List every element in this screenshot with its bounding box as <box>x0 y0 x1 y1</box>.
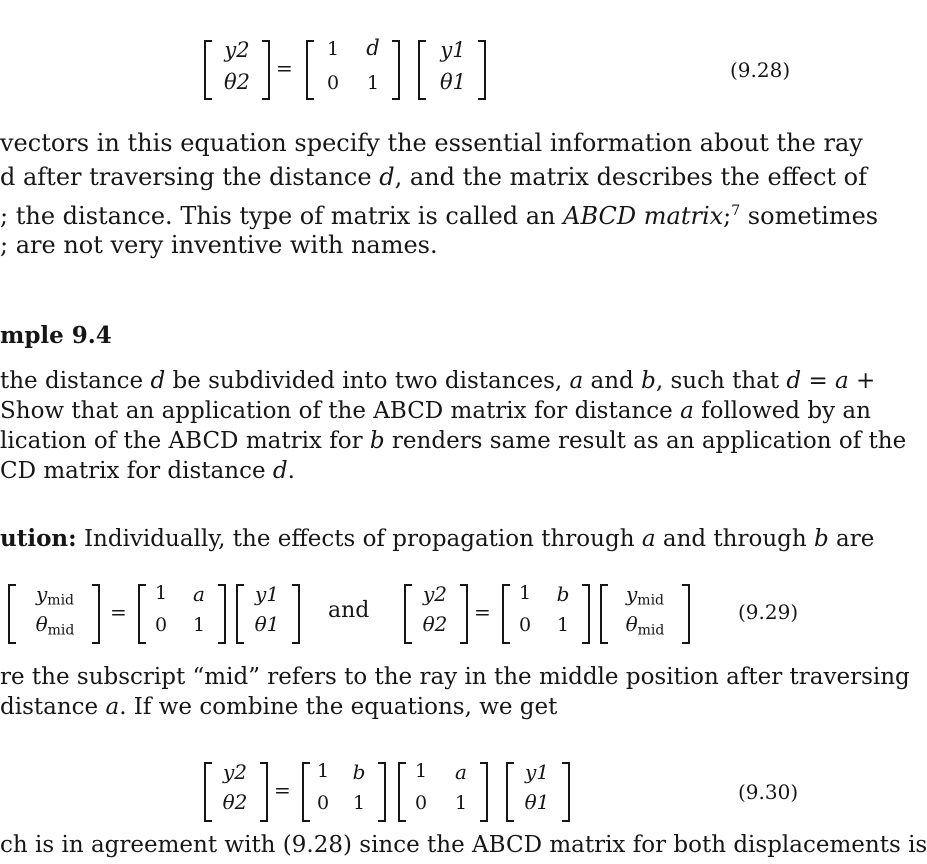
vec-element: θ2 <box>422 612 448 636</box>
equals-sign: = <box>474 600 491 624</box>
bracket-left <box>398 762 406 822</box>
vec-element: $\theta_{mid}$ <box>625 612 665 639</box>
equation-number: (9.29) <box>738 600 799 624</box>
text-line: the distance d be subdivided into two distances, a and b, such that d = a + <box>0 368 876 394</box>
bracket-left <box>506 762 514 822</box>
and-word: and <box>328 598 370 623</box>
bracket-right <box>478 40 486 100</box>
matrix-cell: 0 <box>316 792 330 814</box>
matrix-cell: 1 <box>352 792 366 814</box>
text-line: distance a. If we combine the equations, we get <box>0 694 558 720</box>
bracket-left <box>138 584 146 644</box>
vec-element: $\theta_{mid}$ <box>35 612 75 639</box>
bracket-left <box>236 584 244 644</box>
equals-sign: = <box>274 778 291 802</box>
equation-9-30 <box>0 754 864 828</box>
matrix-cell: b <box>352 760 366 784</box>
vec-element: θ1 <box>524 790 550 814</box>
bracket-right <box>378 762 386 822</box>
matrix-cell: 1 <box>414 760 428 782</box>
vec-element: y1 <box>440 38 466 62</box>
text-line: vectors in this equation specify the essential information about the ray <box>0 129 863 157</box>
bracket-right <box>392 40 400 100</box>
matrix-cell: 1 <box>192 614 206 636</box>
vec-element: θ2 <box>222 790 248 814</box>
example-heading: mple 9.4 <box>0 322 112 349</box>
bracket-right <box>92 584 100 644</box>
bracket-left <box>204 40 212 100</box>
bracket-right <box>682 584 690 644</box>
bracket-right <box>480 762 488 822</box>
bracket-left <box>8 584 16 644</box>
vec-element: y1 <box>254 582 280 606</box>
bracket-left <box>600 584 608 644</box>
matrix-cell: 1 <box>326 38 340 60</box>
vec-element: θ2 <box>223 70 250 94</box>
solution-line: ution: Individually, the effects of propagation through a and through b are <box>0 525 875 552</box>
matrix-cell: 1 <box>154 582 168 604</box>
equals-sign: = <box>110 600 127 624</box>
matrix-cell: 0 <box>154 614 168 636</box>
bracket-right <box>582 584 590 644</box>
matrix-cell: 0 <box>414 792 428 814</box>
bracket-left <box>502 584 510 644</box>
equation-9-29 <box>0 570 864 650</box>
equals-sign: = <box>276 56 293 80</box>
matrix-cell: d <box>366 36 380 60</box>
text-line: ch is in agreement with (9.28) since the ABCD matrix for both displacements is <box>0 832 927 858</box>
vec-element: θ1 <box>439 70 466 94</box>
bracket-right <box>260 762 268 822</box>
bracket-left <box>418 40 426 100</box>
bracket-right <box>460 584 468 644</box>
matrix-cell: 1 <box>316 760 330 782</box>
bracket-right <box>218 584 226 644</box>
matrix-cell: a <box>193 582 205 606</box>
bracket-left <box>306 40 314 100</box>
equation-number: (9.28) <box>730 58 791 82</box>
matrix-cell: a <box>455 760 467 784</box>
equation-number: (9.30) <box>738 780 799 804</box>
matrix-cell: 0 <box>518 614 532 636</box>
text-line: CD matrix for distance d. <box>0 458 295 484</box>
text-line: ; are not very inventive with names. <box>0 231 438 259</box>
bracket-left <box>404 584 412 644</box>
text-line: ; the distance. This type of matrix is called an ABCD matrix;$^7$ sometimes <box>0 202 879 230</box>
bracket-left <box>204 762 212 822</box>
vec-element: y1 <box>524 760 550 784</box>
bracket-right <box>262 40 270 100</box>
vec-element: y2 <box>222 760 248 784</box>
solution-label: ution: <box>0 525 77 552</box>
matrix-cell: b <box>556 582 570 606</box>
text-line: lication of the ABCD matrix for b renders same result as an application of the <box>0 428 907 454</box>
vec-element: $y_{mid}$ <box>35 582 75 609</box>
vec-element: θ1 <box>254 612 280 636</box>
matrix-cell: 0 <box>326 72 340 94</box>
bracket-right <box>562 762 570 822</box>
bracket-right <box>292 584 300 644</box>
text-line: Show that an application of the ABCD matrix for distance a followed by an <box>0 398 871 424</box>
bracket-left <box>302 762 310 822</box>
matrix-cell: 1 <box>556 614 570 636</box>
text-line: d after traversing the distance d, and the matrix describes the effect of <box>0 163 867 191</box>
matrix-cell: 1 <box>366 72 380 94</box>
vec-element: y2 <box>422 582 448 606</box>
equation-9-28 <box>0 0 864 110</box>
matrix-cell: 1 <box>518 582 532 604</box>
matrix-cell: 1 <box>454 792 468 814</box>
vec-element: $y_{mid}$ <box>625 582 665 609</box>
text-line: re the subscript “mid” refers to the ray in the middle position after traversing <box>0 664 910 690</box>
vec-element: y2 <box>224 38 250 62</box>
